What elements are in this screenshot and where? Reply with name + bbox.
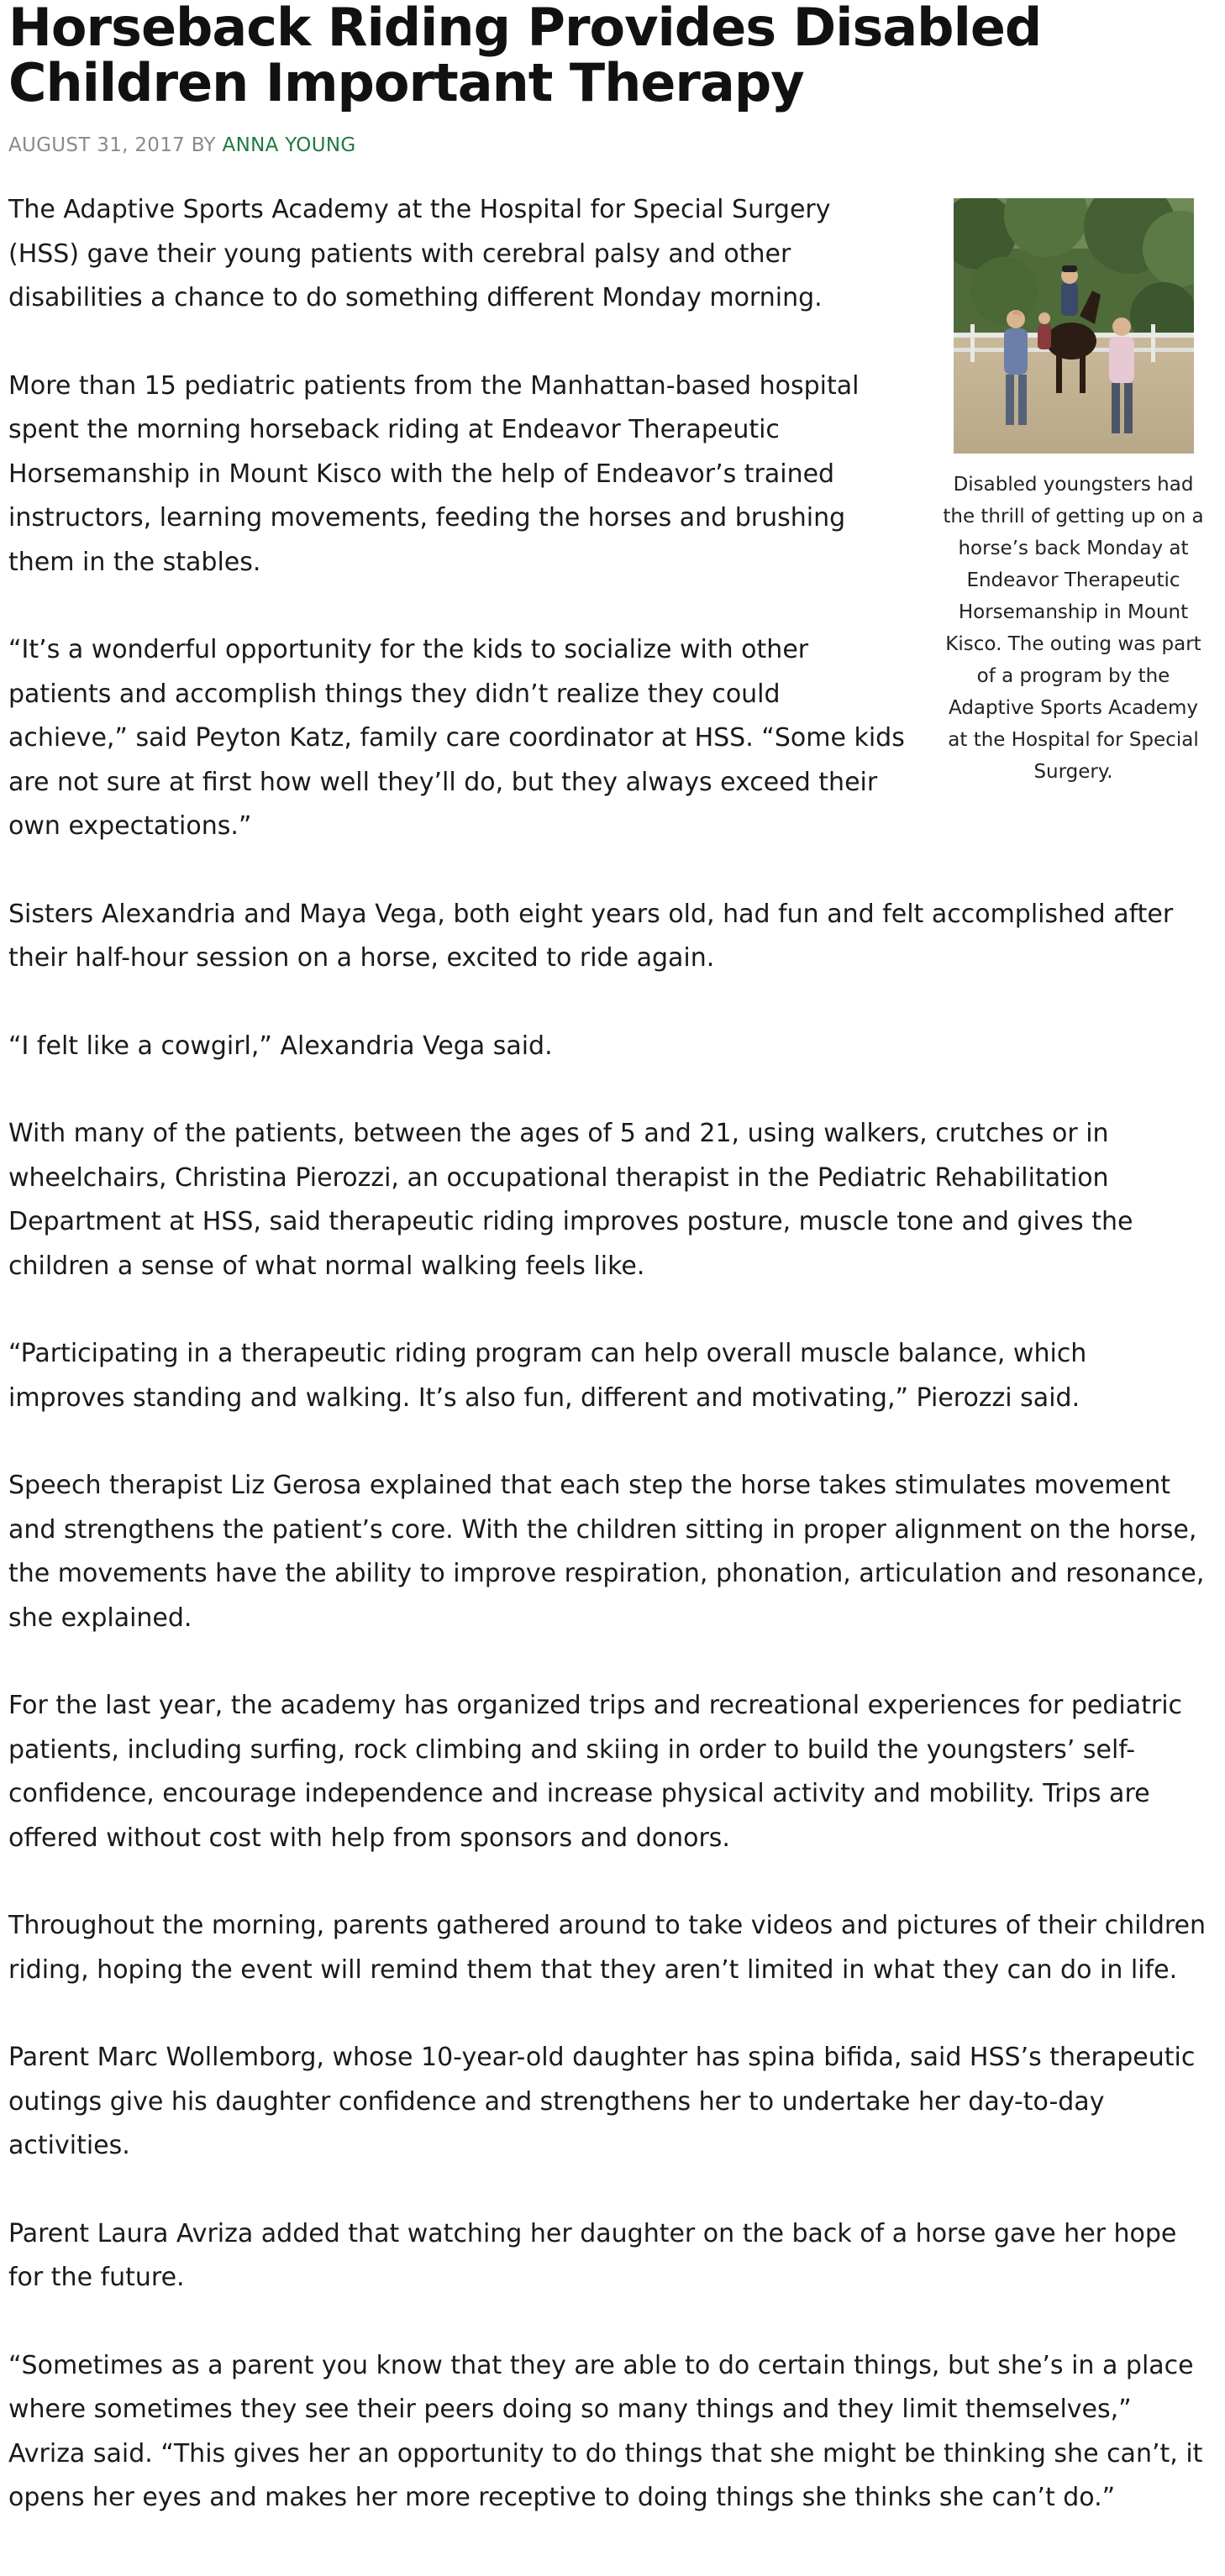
paragraph: With many of the patients, between the ages of 5 and 21, using walkers, crutches or in wheelchairs, Christina Pierozzi, an occupational therapist in the Pediatric Rehabilitation Department at HSS, said therapeutic riding improves posture, muscle tone and gives the children a sense of what normal walking feels like. [8,1119,1133,1281]
paragraph: “I felt like a cowgirl,” Alexandria Vega said. [8,1031,553,1061]
paragraph: More than 15 pediatric patients from the Manhattan-based hospital spent the morning horseback riding at Endeavor Therapeutic Horsemanship in Mount Kisco with the help of Endeavor’s trained instructors, learning movements, feeding the horses and brushing them in the stables. [8,370,860,577]
article-body [8,188,1206,2521]
article [8,0,1206,2564]
paragraph: The Adaptive Sports Academy at the Hospital for Special Surgery (HSS) gave their young patients with cerebral palsy and other disabilities a chance to do something different Monday morning. [8,195,831,312]
photo-figure [941,198,1206,788]
publish-date: AUGUST 31, 2017 [8,134,186,156]
paragraph: “Participating in a therapeutic riding program can help overall muscle balance, which improves standing and walking. It’s also fun, different and motivating,” Pierozzi said. [8,1339,1087,1413]
paragraph: “It’s a wonderful opportunity for the kids to socialize with other patients and accomplish things they didn’t realize they could achieve,” said Peyton Katz, family care coordinator at HSS. “Some kids are not sure at first how well they’ll do, but they always exceed their own expectations.” [8,635,905,841]
paragraph: Speech therapist Liz Gerosa explained that each step the horse takes stimulates movement and strengthens the patient’s core. With the children sitting in proper alignment on the horse, the movements have the ability to improve respiration, phonation, articulation and resonance, she explained. [8,1471,1205,1633]
paragraph: “Sometimes as a parent you know that they are able to do certain things, but she’s in a place where sometimes they see their peers doing so many things and they limit themselves,” Avriza said. “This gives her an opportunity to do things that she might be thinking she can’t, it opens her eyes and makes her more receptive to doing things she thinks she can’t do.” [8,2350,1203,2512]
paragraph: For the last year, the academy has organized trips and recreational experiences for pediatric patients, including surfing, rock climbing and skiing in order to build the youngsters’ self-confidence, encourage independence and increase physical activity and mobility. Trips are offered without cost with help from sponsors and donors. [8,1691,1183,1853]
paragraph: Parent Laura Avriza added that watching her daughter on the back of a horse gave her hope for the future. [8,2218,1177,2292]
byline-prefix: BY [191,134,216,156]
horseback-riding-photo[interactable] [954,198,1194,454]
article-title: Horseback Riding Provides Disabled Children Important Therapy [8,0,1042,113]
paragraph: Sisters Alexandria and Maya Vega, both eight years old, had fun and felt accomplished after their half-hour session on a horse, excited to ride again. [8,899,1174,973]
paragraph: Throughout the morning, parents gathered around to take videos and pictures of their children riding, hoping the event will remind them that they aren’t limited in what they can do in life. [8,1911,1207,1985]
paragraph: Parent Marc Wollemborg, whose 10-year-old daughter has spina bifida, said HSS’s therapeutic outings give his daughter confidence and strengthens her to undertake her day-to-day activities. [8,2043,1196,2160]
photo-caption: Disabled youngsters had the thrill of getting up on a horse’s back Monday at Endeavor Therapeutic Horsemanship in Mount Kisco. The outing was part of a program by the Adaptive Sports Academy at the Hospital for Special Surgery. [943,474,1204,783]
article-meta [8,134,1206,156]
author-link[interactable]: ANNA YOUNG [222,134,356,156]
